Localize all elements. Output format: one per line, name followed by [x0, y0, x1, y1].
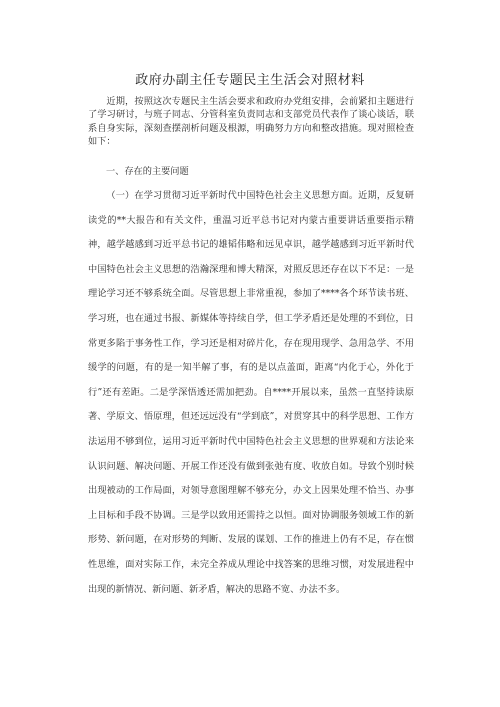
section-heading: 一、存在的主要问题 [106, 166, 189, 177]
body-paragraph: （一）在学习贯彻习近平新时代中国特色社会主义思想方面。近期，反复研读党的**大报告和有关文件，重温习近平总书记对内蒙古重要讲话重要指示精神，越学越感到习近平总书记的雄韬伟略和远见卓识，越学越感到习近平新时代中国特色社会主义思想的浩瀚深理和博大精深，对照反思还存在以下不足：一是理论学习还不够系统全面。尽管思想上非常重视，参加了****各个环节读书班、学习班，也在通过书报、新媒体等持续自学，但工学矛盾还是处理的不到位，日常更多陷于事务性工作，学习还是相对碎片化，存在现用现学、急用急学、不用缓学的问题，有的是一知半解了事，有的是以点盖面，距离“内化于心，外化于行”还有差距。二是学深悟透还需加把劲。自****开展以来，虽然一直坚持读原著、学原文、悟原理，但还远远没有“学到底”，对贯穿其中的科学思想、工作方法运用不够到位，运用习近平新时代中国特色社会主义思想的世界观和方法论来认识问题、解决问题、开展工作还没有做到张弛有度、收放自如。导致个别时候出现被动的工作局面，对领导意图理解不够充分，办文上因果处理不恰当、办事上目标和手段不协调。三是学以致用还需持之以恒。面对协调服务领域工作的新形势、新问题，在对形势的判断、发展的谋划、工作的推进上仍有不足，存在惯性思维，面对实际工作，未完全养成从理论中找答案的思维习惯，对发展进程中出现的新情况、新问题、新矛盾，解决的思路不宽、办法不多。 [88, 190, 414, 595]
document-title: 政府办副主任专题民主生活会对照材料 [135, 73, 365, 88]
intro-paragraph: 近期，按照这次专题民主生活会要求和政府办党组安排，会前紧扣主题进行了学习研讨，与班子同志、分管科室负责同志和支部党员代表作了谈心谈话，联系自身实际，深刻查摆剖析问题及根源，明确努力方向和整改措施。现对照检查如下： [88, 96, 414, 147]
